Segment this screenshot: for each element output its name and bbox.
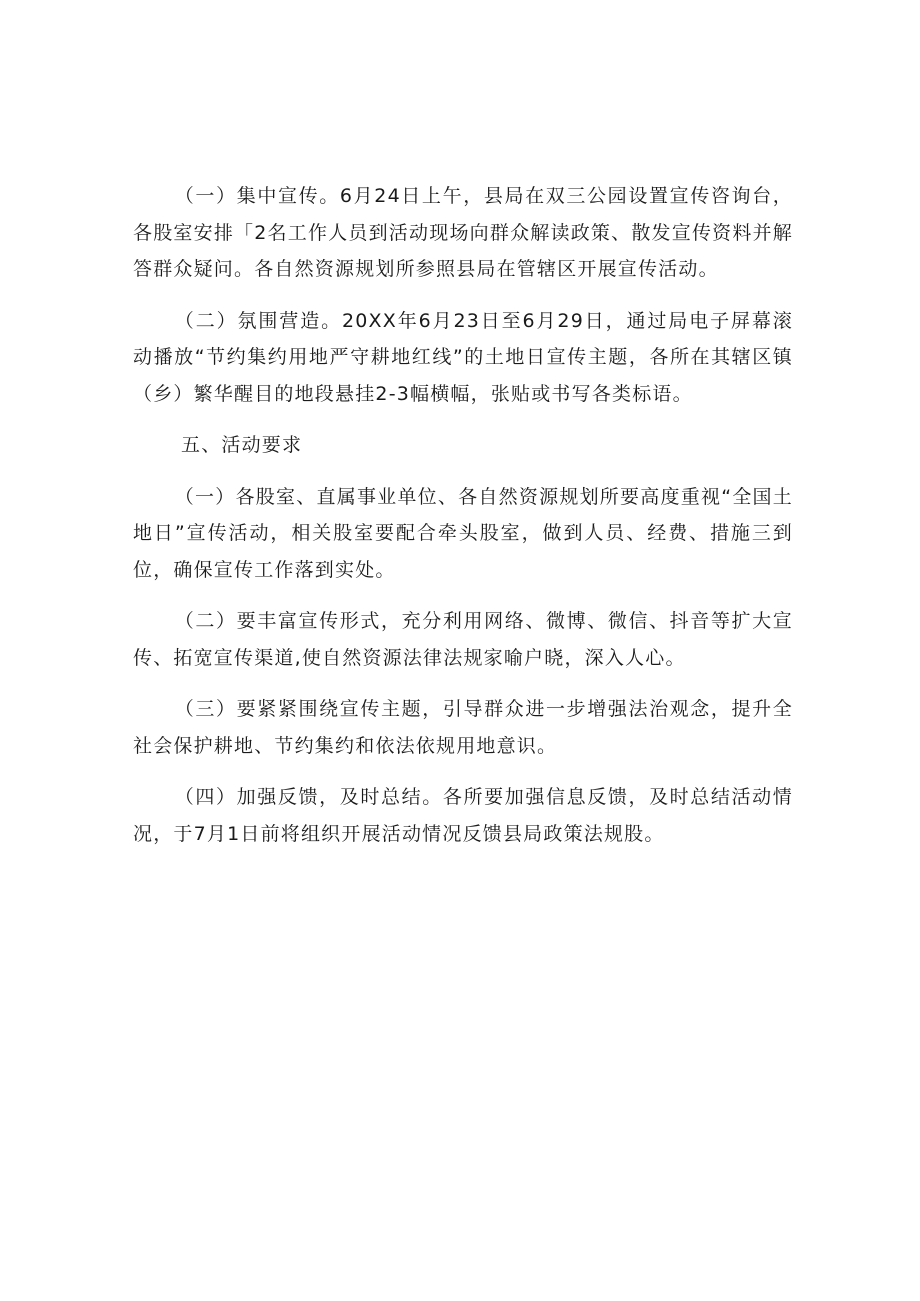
requirement-item-2: （二）要丰富宣传形式，充分利用网络、微博、微信、抖音等扩大宣传、拓宽宣传渠道,使自然资源法律法规家喻户晓，深入人心。 (133, 610, 793, 669)
document-body (133, 178, 793, 867)
requirement-item-3: （三）要紧紧围绕宣传主题，引导群众进一步增强法治观念，提升全社会保护耕地、节约集约和依法依规用地意识。 (133, 698, 793, 757)
requirement-item-1: （一）各股室、直属事业单位、各自然资源规划所要高度重视“全国土地日”宣传活动，相关股室要配合牵头股室，做到人员、经费、措施三到位，确保宣传工作落到实处。 (133, 485, 793, 581)
paragraph-centralized-publicity: （一）集中宣传。6月24日上午，县局在双三公园设置宣传咨询台，各股室安排「2名工作人员到活动现场向群众解读政策、散发宣传资料并解答群众疑问。各自然资源规划所参照县局在管辖区开展宣传活动。 (133, 185, 793, 280)
section-heading-activity-requirements: 五、活动要求 (181, 434, 303, 456)
paragraph-atmosphere-creation: （二）氛围营造。20XX年6月23日至6月29日，通过局电子屏幕滚动播放“节约集约用地严守耕地红线”的土地日宣传主题，各所在其辖区镇（乡）繁华醒目的地段悬挂2-3幅横幅，张贴或书写各类标语。 (133, 309, 793, 405)
requirement-item-4: （四）加强反馈，及时总结。各所要加强信息反馈，及时总结活动情况，于7月1日前将组织开展活动情况反馈县局政策法规股。 (133, 786, 793, 845)
